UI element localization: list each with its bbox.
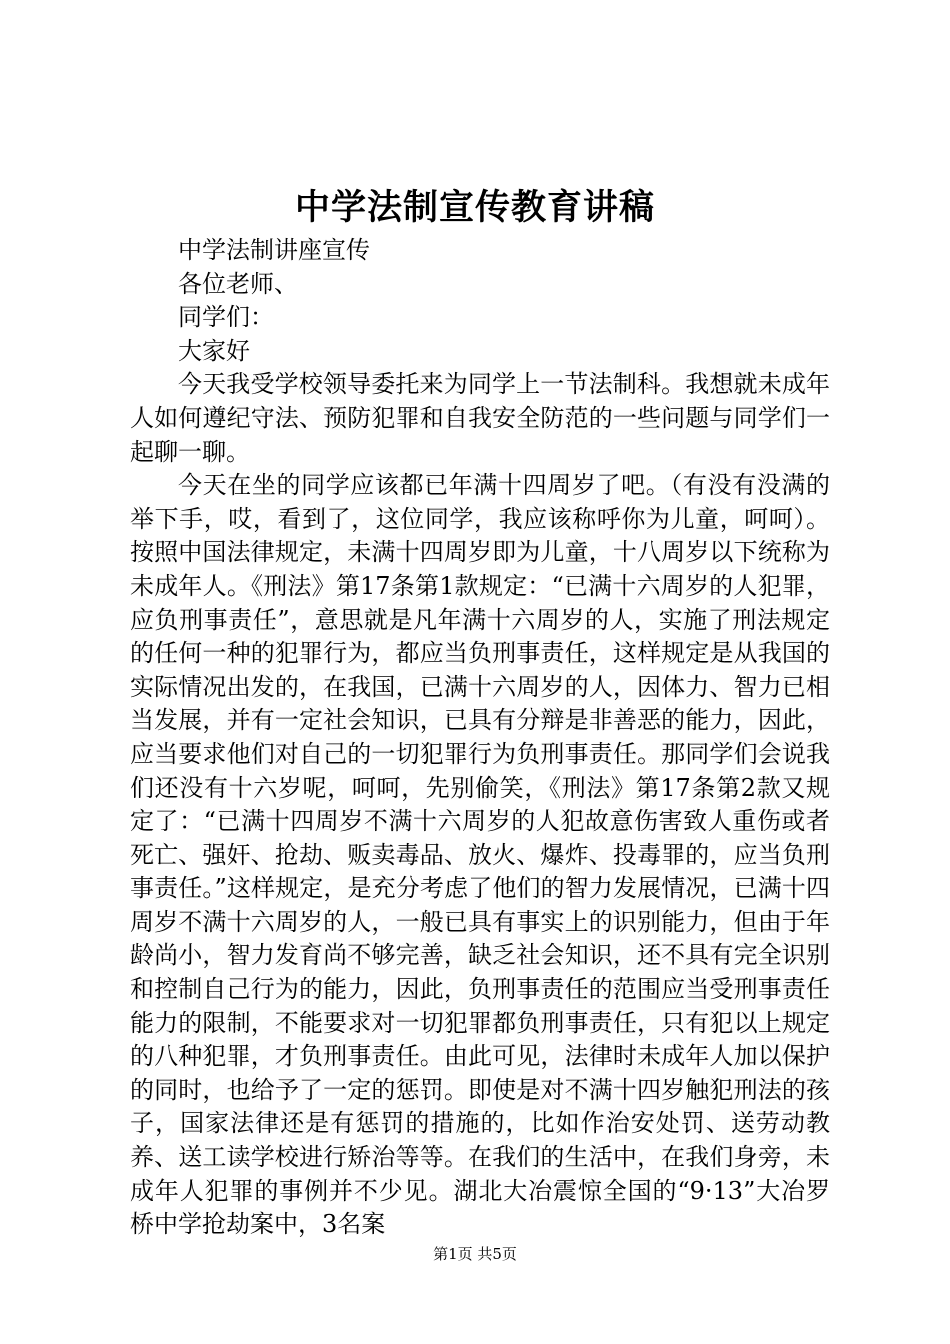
paragraph-greeting: 大家好 [178, 336, 250, 365]
document-body [130, 234, 830, 1242]
paragraph-main: 今天在坐的同学应该都已年满十四周岁了吧。（有没有没满的举下手，哎，看到了，这位同学，我应该称呼你为儿童，呵呵）。按照中国法律规定，未满十四周岁即为儿童，十八周岁以下统称为未成年人。《刑法》第17条第1款规定：“已满十六周岁的人犯罪，应负刑事责任”，意思就是凡年满十六周岁的人，实施了刑法规定的任何一种的犯罪行为，都应当负刑事责任，这样规定是从我国的实际情况出发的，在我国，已满十六周岁的人，因体力、智力已相当发展，并有一定社会知识，已具有分辩是非善恶的能力，因此，应当要求他们对自己的一切犯罪行为负刑事责任。那同学们会说我们还没有十六岁呢，呵呵，先别偷笑，《刑法》第17条第2款又规定了：“已满十四周岁不满十六周岁的人犯故意伤害致人重伤或者死亡、强奸、抢劫、贩卖毒品、放火、爆炸、投毒罪的，应当负刑事责任。”这样规定，是充分考虑了他们的智力发展情况，已满十四周岁不满十六周岁的人，一般已具有事实上的识别能力，但由于年龄尚小，智力发育尚不够完善，缺乏社会知识，还不具有完全识别和控制自己行为的能力，因此，负刑事责任的范围应当受刑事责任能力的限制，不能要求对一切犯罪都负刑事责任，只有犯以上规定的八种犯罪，才负刑事责任。由此可见，法律时未成年人加以保护的同时，也给予了一定的惩罚。即使是对不满十四岁触犯刑法的孩子，国家法律还是有惩罚的措施的，比如作治安处罚、送劳动教养、送工读学校进行矫治等等。在我们的生活中，在我们身旁，未成年人犯罪的事例并不少见。湖北大冶震惊全国的“9·13”大冶罗桥中学抢劫案中，3名案 [130, 471, 830, 1239]
paragraph-subtitle: 中学法制讲座宣传 [178, 236, 370, 264]
paragraph-salutation-teachers: 各位老师、 [178, 269, 298, 298]
page-footer: 第1页 共5页 [433, 1245, 517, 1263]
document-title: 中学法制宣传教育讲稿 [294, 187, 655, 228]
paragraph-salutation-students: 同学们： [178, 303, 274, 332]
paragraph-intro: 今天我受学校领导委托来为同学上一节法制科。我想就未成年人如何遵纪守法、预防犯罪和自我安全防范的一些问题与同学们一起聊一聊。 [130, 370, 830, 466]
